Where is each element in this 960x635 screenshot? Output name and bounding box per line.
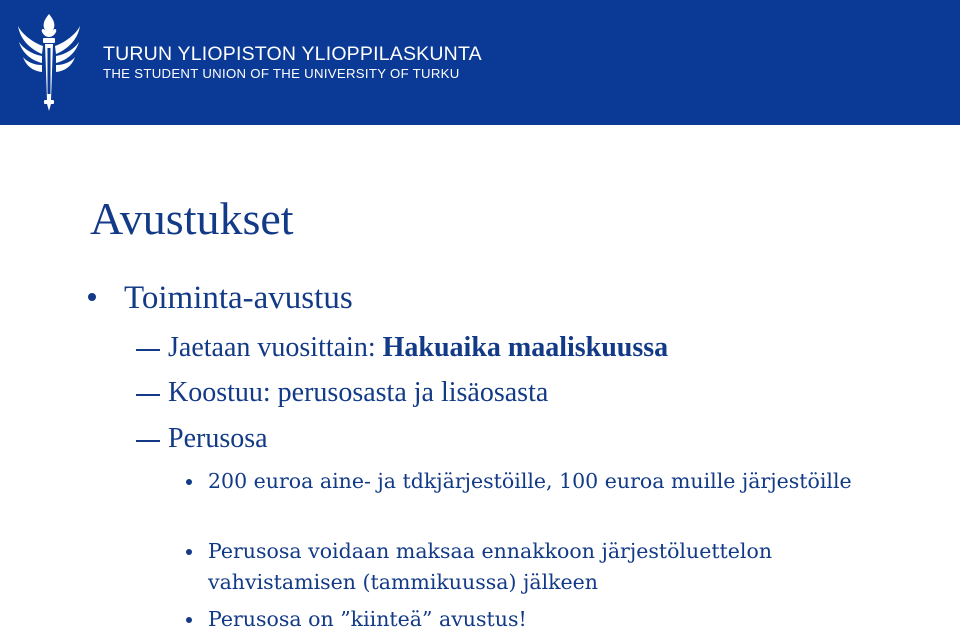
- bullet-text: Perusosa: [168, 423, 268, 454]
- dash-bullet-icon: [136, 349, 160, 351]
- bullet-text: [168, 332, 668, 364]
- organization-name-finnish: TURUN YLIOPISTON YLIOPPILASKUNTA: [103, 43, 482, 65]
- bullet-text-bold: Hakuaika maaliskuussa: [382, 332, 669, 363]
- bullet-level3-item: [186, 536, 886, 598]
- dash-bullet-icon: [136, 440, 160, 442]
- dash-bullet-icon: [136, 394, 160, 396]
- slide-title: Avustukset: [90, 193, 294, 244]
- bullet-dot-icon: [186, 617, 192, 623]
- header-banner: [0, 0, 960, 125]
- bullet-text: Koostuu: perusosasta ja lisäosasta: [168, 377, 549, 408]
- torch-emblem-icon: [14, 12, 84, 112]
- bullet-text: Perusosa on ”kiinteä” avustus!: [208, 607, 527, 631]
- bullet-dot-icon: [88, 293, 96, 301]
- bullet-text: Perusosa voidaan maksaa ennakkoon järjestöluettelon vahvistamisen (tammikuussa) jälkeen: [208, 539, 773, 594]
- bullet-text-regular: Jaetaan vuosittain:: [168, 332, 383, 363]
- organization-name-english: THE STUDENT UNION OF THE UNIVERSITY OF TURKU: [103, 66, 460, 81]
- bullet-text: 200 euroa aine- ja tdkjärjestöille, 100 euroa muille järjestöille: [208, 469, 852, 493]
- bullet-level3-item: [186, 604, 886, 635]
- bullet-level3-item: [186, 466, 886, 497]
- bullet-dot-icon: [186, 549, 192, 555]
- bullet-text: Toiminta-avustus: [124, 280, 353, 316]
- bullet-dot-icon: [186, 479, 192, 485]
